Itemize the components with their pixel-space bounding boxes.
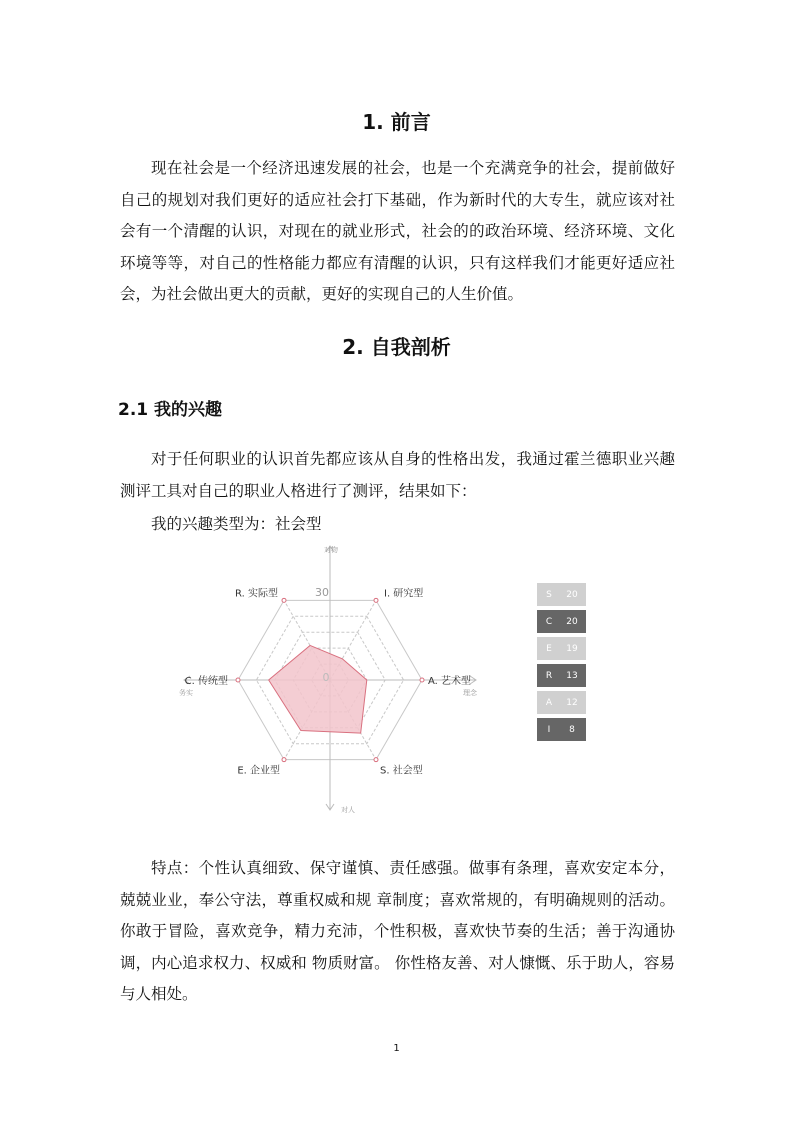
direction-label-left: 务实 (179, 689, 193, 697)
legend-score: 12 (566, 697, 578, 708)
radar-vertex-point (282, 758, 286, 762)
legend-row-a (537, 691, 586, 714)
legend-row-r (537, 664, 586, 687)
interest-result-line: 我的兴趣类型为：社会型 (151, 515, 322, 533)
radar-axis-label-6: R. 实际型 (235, 588, 278, 600)
direction-label-top: 对物 (324, 546, 338, 554)
radar-zero-label: 0 (322, 671, 330, 684)
radar-vertex-point (282, 598, 286, 602)
subsection-2-1-title: 2.1 我的兴趣 (118, 400, 223, 420)
radar-vertex-point (236, 678, 240, 682)
direction-label-bottom: 对人 (341, 806, 355, 814)
radar-axis-label-1: I. 研究型 (384, 588, 424, 600)
holland-radar-chart (170, 540, 490, 820)
radar-max-label: 30 (315, 586, 329, 599)
legend-score: 20 (566, 616, 578, 627)
legend-row-c (537, 610, 586, 633)
radar-axis-label-2: A. 艺术型 (428, 676, 472, 687)
score-legend (537, 583, 586, 745)
radar-vertex-point (374, 598, 378, 602)
intro-paragraph: 现在社会是一个经济迅速发展的社会，也是一个充满竞争的社会，提前做好自己的规划对我们更好的适应社会打下基础，作为新时代的大专生，就应该对社会有一个清醒的认识，对现在的就业形式，社会的的政治环境、经济环境、文化环境等等，对自己的性格能力都应有清醒的认识，只有这样我们才能更好适应社会，为社会做出更大的贡献，更好的实现自己的人生价值。 (120, 159, 675, 303)
legend-code: A (545, 697, 553, 708)
section-2-title: 2. 自我剖析 (342, 335, 451, 359)
radar-axis-label-5: C. 传统型 (184, 676, 228, 687)
legend-score: 20 (566, 589, 578, 600)
legend-row-i (537, 718, 586, 741)
legend-row-s (537, 583, 586, 606)
legend-code: R (545, 670, 553, 681)
legend-score: 19 (566, 643, 578, 654)
legend-score: 8 (569, 724, 575, 735)
radar-score-polygon (269, 645, 367, 733)
interest-paragraph: 对于任何职业的认识首先都应该从自身的性格出发，我通过霍兰德职业兴趣测评工具对自己的职业人格进行了测评，结果如下： (120, 450, 675, 500)
legend-code: C (545, 616, 553, 627)
legend-row-e (537, 637, 586, 660)
radar-axis-label-4: E. 企业型 (237, 765, 280, 777)
section-1-title: 1. 前言 (362, 110, 431, 134)
direction-label-right: 理念 (463, 689, 477, 697)
page-number: 1 (393, 1043, 400, 1054)
legend-code: S (546, 589, 552, 600)
legend-code: I (547, 724, 551, 735)
legend-score: 13 (566, 670, 578, 681)
radar-vertex-point (374, 758, 378, 762)
legend-code: E (546, 643, 552, 654)
radar-axis-label-3: S. 社会型 (380, 765, 423, 777)
features-paragraph: 特点：个性认真细致、保守谨慎、责任感强。做事有条理，喜欢安定本分，兢兢业业，奉公守法，尊重权威和规 章制度；喜欢常规的，有明确规则的活动。你敢于冒险，喜欢竞争，精力充沛，个性积极，喜欢快节奏的生活；善于沟通协调，内心追求权力、权威和 物质财富。 你性格友善、对人慷慨、乐于助人，容易与人相处。 (120, 859, 675, 1003)
radar-vertex-point (420, 678, 424, 682)
